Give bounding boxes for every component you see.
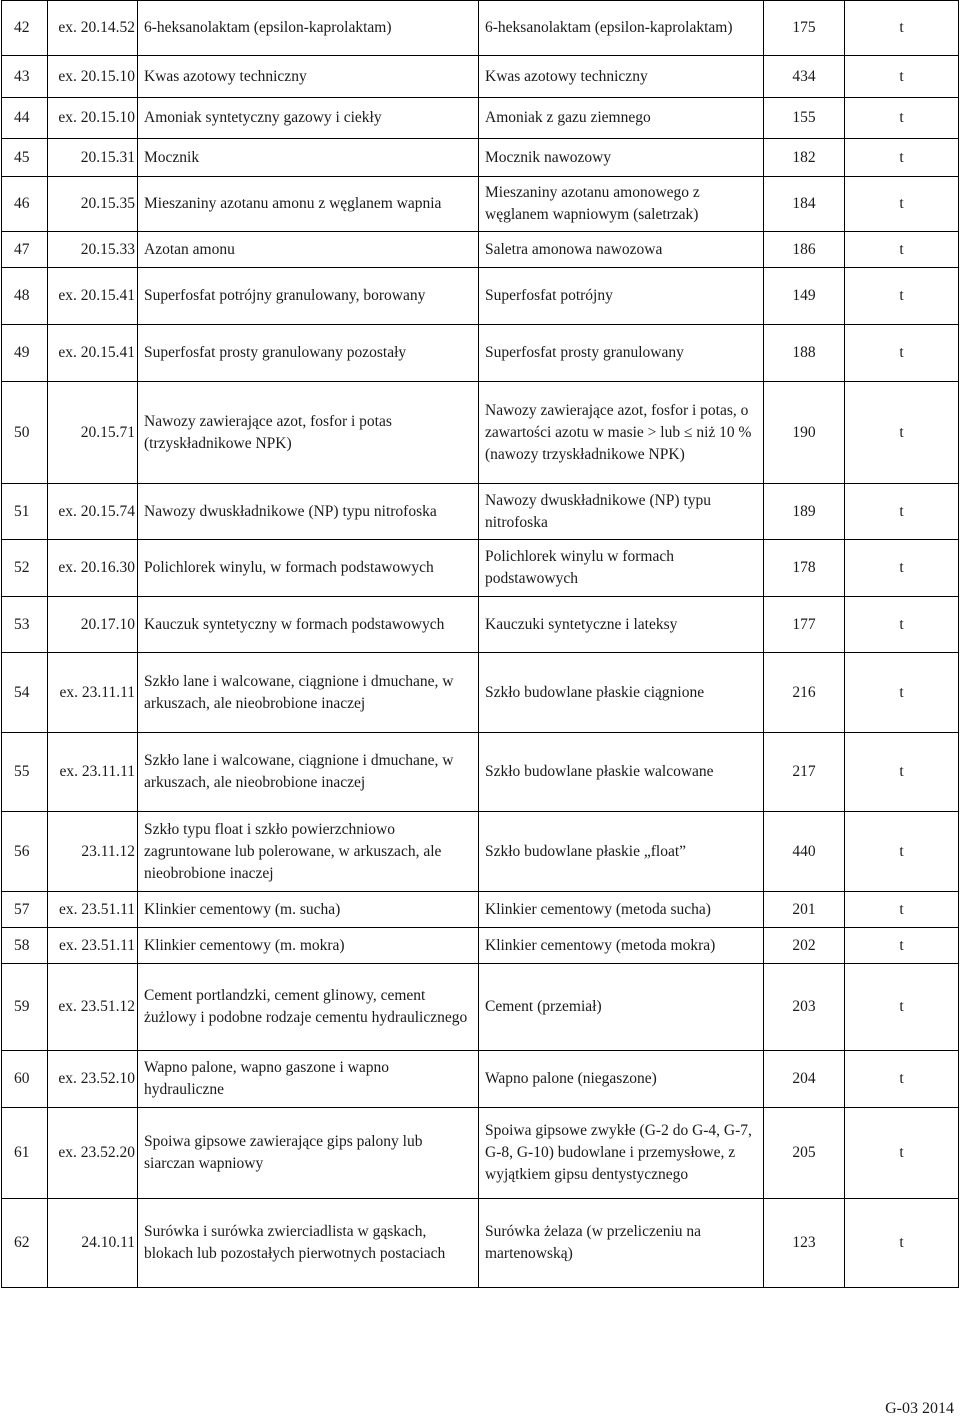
product-group-cell: Mocznik nawozowy	[479, 139, 764, 177]
unit-cell: t	[845, 98, 959, 139]
quantity-cell: 205	[764, 1108, 845, 1199]
table-row	[2, 56, 959, 98]
quantity-cell: 217	[764, 733, 845, 812]
table-row	[2, 268, 959, 325]
row-number-cell: 53	[2, 597, 48, 653]
table-row	[2, 98, 959, 139]
unit-cell: t	[845, 733, 959, 812]
pkwiu-code-cell: ex. 20.15.41	[48, 268, 138, 325]
product-group-cell: Superfosfat prosty granulowany	[479, 325, 764, 382]
table-row	[2, 733, 959, 812]
pkwiu-code-cell: ex. 23.11.11	[48, 733, 138, 812]
unit-cell: t	[845, 653, 959, 733]
unit-cell: t	[845, 268, 959, 325]
table-row	[2, 177, 959, 232]
unit-cell: t	[845, 812, 959, 892]
product-name-cell: Klinkier cementowy (m. sucha)	[138, 892, 479, 928]
quantity-cell: 216	[764, 653, 845, 733]
product-name-cell: Superfosfat prosty granulowany pozostały	[138, 325, 479, 382]
quantity-cell: 201	[764, 892, 845, 928]
quantity-cell: 189	[764, 484, 845, 540]
table-row	[2, 325, 959, 382]
quantity-cell: 203	[764, 964, 845, 1051]
table-row	[2, 653, 959, 733]
pkwiu-code-cell: 20.15.71	[48, 382, 138, 484]
product-name-cell: Polichlorek winylu, w formach podstawowych	[138, 540, 479, 597]
quantity-cell: 178	[764, 540, 845, 597]
product-name-cell: Amoniak syntetyczny gazowy i ciekły	[138, 98, 479, 139]
product-group-cell: Nawozy zawierające azot, fosfor i potas, o zawartości azotu w masie > lub ≤ niż 10 % (nawozy trzyskładnikowe NPK)	[479, 382, 764, 484]
quantity-cell: 175	[764, 1, 845, 56]
unit-cell: t	[845, 1199, 959, 1288]
unit-cell: t	[845, 597, 959, 653]
quantity-cell: 202	[764, 928, 845, 964]
unit-cell: t	[845, 892, 959, 928]
product-name-cell: Mieszaniny azotanu amonu z węglanem wapnia	[138, 177, 479, 232]
table-row	[2, 382, 959, 484]
unit-cell: t	[845, 177, 959, 232]
product-group-cell: Mieszaniny azotanu amonowego z węglanem wapniowym (saletrzak)	[479, 177, 764, 232]
row-number-cell: 45	[2, 139, 48, 177]
row-number-cell: 42	[2, 1, 48, 56]
product-group-cell: 6-heksanolaktam (epsilon-kaprolaktam)	[479, 1, 764, 56]
product-name-cell: Superfosfat potrójny granulowany, borowany	[138, 268, 479, 325]
row-number-cell: 43	[2, 56, 48, 98]
product-group-cell: Kwas azotowy techniczny	[479, 56, 764, 98]
product-name-cell: Wapno palone, wapno gaszone i wapno hydrauliczne	[138, 1051, 479, 1108]
row-number-cell: 60	[2, 1051, 48, 1108]
row-number-cell: 46	[2, 177, 48, 232]
quantity-cell: 186	[764, 232, 845, 268]
pkwiu-code-cell: ex. 20.15.41	[48, 325, 138, 382]
row-number-cell: 62	[2, 1199, 48, 1288]
unit-cell: t	[845, 1051, 959, 1108]
quantity-cell: 184	[764, 177, 845, 232]
table-row	[2, 928, 959, 964]
table-row	[2, 1, 959, 56]
quantity-cell: 155	[764, 98, 845, 139]
product-group-cell: Szkło budowlane płaskie „float”	[479, 812, 764, 892]
product-name-cell: Szkło lane i walcowane, ciągnione i dmuchane, w arkuszach, ale nieobrobione inaczej	[138, 653, 479, 733]
form-code: G-03 2014	[885, 1400, 954, 1417]
row-number-cell: 44	[2, 98, 48, 139]
table-row	[2, 964, 959, 1051]
pkwiu-code-cell: 20.15.33	[48, 232, 138, 268]
unit-cell: t	[845, 382, 959, 484]
pkwiu-code-cell: 20.17.10	[48, 597, 138, 653]
row-number-cell: 49	[2, 325, 48, 382]
quantity-cell: 204	[764, 1051, 845, 1108]
row-number-cell: 54	[2, 653, 48, 733]
unit-cell: t	[845, 1108, 959, 1199]
unit-cell: t	[845, 484, 959, 540]
product-group-cell: Spoiwa gipsowe zwykłe (G-2 do G-4, G-7, G-8, G-10) budowlane i przemysłowe, z wyjątkiem gipsu dentystycznego	[479, 1108, 764, 1199]
quantity-cell: 149	[764, 268, 845, 325]
product-group-cell: Cement (przemiał)	[479, 964, 764, 1051]
table-row	[2, 1051, 959, 1108]
table-row	[2, 139, 959, 177]
row-number-cell: 51	[2, 484, 48, 540]
row-number-cell: 59	[2, 964, 48, 1051]
product-group-cell: Amoniak z gazu ziemnego	[479, 98, 764, 139]
quantity-cell: 177	[764, 597, 845, 653]
pkwiu-code-cell: ex. 20.15.10	[48, 56, 138, 98]
product-group-cell: Kauczuki syntetyczne i lateksy	[479, 597, 764, 653]
unit-cell: t	[845, 540, 959, 597]
unit-cell: t	[845, 928, 959, 964]
row-number-cell: 48	[2, 268, 48, 325]
product-group-cell: Klinkier cementowy (metoda mokra)	[479, 928, 764, 964]
product-name-cell: Nawozy zawierające azot, fosfor i potas (trzyskładnikowe NPK)	[138, 382, 479, 484]
product-name-cell: Azotan amonu	[138, 232, 479, 268]
unit-cell: t	[845, 232, 959, 268]
product-group-cell: Szkło budowlane płaskie ciągnione	[479, 653, 764, 733]
product-group-cell: Wapno palone (niegaszone)	[479, 1051, 764, 1108]
row-number-cell: 58	[2, 928, 48, 964]
row-number-cell: 56	[2, 812, 48, 892]
quantity-cell: 440	[764, 812, 845, 892]
product-name-cell: Nawozy dwuskładnikowe (NP) typu nitrofoska	[138, 484, 479, 540]
quantity-cell: 434	[764, 56, 845, 98]
quantity-cell: 123	[764, 1199, 845, 1288]
pkwiu-code-cell: ex. 23.51.11	[48, 892, 138, 928]
pkwiu-code-cell: ex. 23.51.11	[48, 928, 138, 964]
pkwiu-code-cell: 20.15.35	[48, 177, 138, 232]
pkwiu-code-cell: ex. 23.11.11	[48, 653, 138, 733]
data-table	[1, 0, 959, 1288]
pkwiu-code-cell: ex. 20.14.52	[48, 1, 138, 56]
pkwiu-code-cell: 20.15.31	[48, 139, 138, 177]
table-row	[2, 232, 959, 268]
product-group-cell: Nawozy dwuskładnikowe (NP) typu nitrofoska	[479, 484, 764, 540]
quantity-cell: 190	[764, 382, 845, 484]
product-name-cell: Surówka i surówka zwierciadlista w gąskach, blokach lub pozostałych pierwotnych postaciach	[138, 1199, 479, 1288]
product-group-cell: Surówka żelaza (w przeliczeniu na martenowską)	[479, 1199, 764, 1288]
pkwiu-code-cell: 24.10.11	[48, 1199, 138, 1288]
unit-cell: t	[845, 964, 959, 1051]
product-name-cell: Kauczuk syntetyczny w formach podstawowych	[138, 597, 479, 653]
row-number-cell: 57	[2, 892, 48, 928]
table-row	[2, 540, 959, 597]
unit-cell: t	[845, 139, 959, 177]
row-number-cell: 47	[2, 232, 48, 268]
product-name-cell: 6-heksanolaktam (epsilon-kaprolaktam)	[138, 1, 479, 56]
product-group-cell: Saletra amonowa nawozowa	[479, 232, 764, 268]
product-group-cell: Superfosfat potrójny	[479, 268, 764, 325]
product-group-cell: Szkło budowlane płaskie walcowane	[479, 733, 764, 812]
table-body	[2, 1, 959, 1288]
row-number-cell: 61	[2, 1108, 48, 1199]
pkwiu-code-cell: ex. 23.51.12	[48, 964, 138, 1051]
row-number-cell: 55	[2, 733, 48, 812]
row-number-cell: 52	[2, 540, 48, 597]
product-name-cell: Cement portlandzki, cement glinowy, cement żużlowy i podobne rodzaje cementu hydraulicznego	[138, 964, 479, 1051]
table-row	[2, 1108, 959, 1199]
product-group-cell: Klinkier cementowy (metoda sucha)	[479, 892, 764, 928]
row-number-cell: 50	[2, 382, 48, 484]
pkwiu-code-cell: ex. 23.52.20	[48, 1108, 138, 1199]
table-row	[2, 597, 959, 653]
table-row	[2, 892, 959, 928]
product-name-cell: Spoiwa gipsowe zawierające gips palony lub siarczan wapniowy	[138, 1108, 479, 1199]
product-name-cell: Mocznik	[138, 139, 479, 177]
product-name-cell: Kwas azotowy techniczny	[138, 56, 479, 98]
unit-cell: t	[845, 56, 959, 98]
unit-cell: t	[845, 1, 959, 56]
pkwiu-code-cell: ex. 20.16.30	[48, 540, 138, 597]
table-row	[2, 484, 959, 540]
product-name-cell: Szkło lane i walcowane, ciągnione i dmuchane, w arkuszach, ale nieobrobione inaczej	[138, 733, 479, 812]
product-name-cell: Szkło typu float i szkło powierzchniowo zagruntowane lub polerowane, w arkuszach, ale nieobrobione inaczej	[138, 812, 479, 892]
pkwiu-code-cell: ex. 20.15.10	[48, 98, 138, 139]
table-row	[2, 1199, 959, 1288]
product-group-cell: Polichlorek winylu w formach podstawowych	[479, 540, 764, 597]
product-name-cell: Klinkier cementowy (m. mokra)	[138, 928, 479, 964]
pkwiu-code-cell: 23.11.12	[48, 812, 138, 892]
table-row	[2, 812, 959, 892]
quantity-cell: 188	[764, 325, 845, 382]
pkwiu-code-cell: ex. 23.52.10	[48, 1051, 138, 1108]
quantity-cell: 182	[764, 139, 845, 177]
pkwiu-code-cell: ex. 20.15.74	[48, 484, 138, 540]
unit-cell: t	[845, 325, 959, 382]
